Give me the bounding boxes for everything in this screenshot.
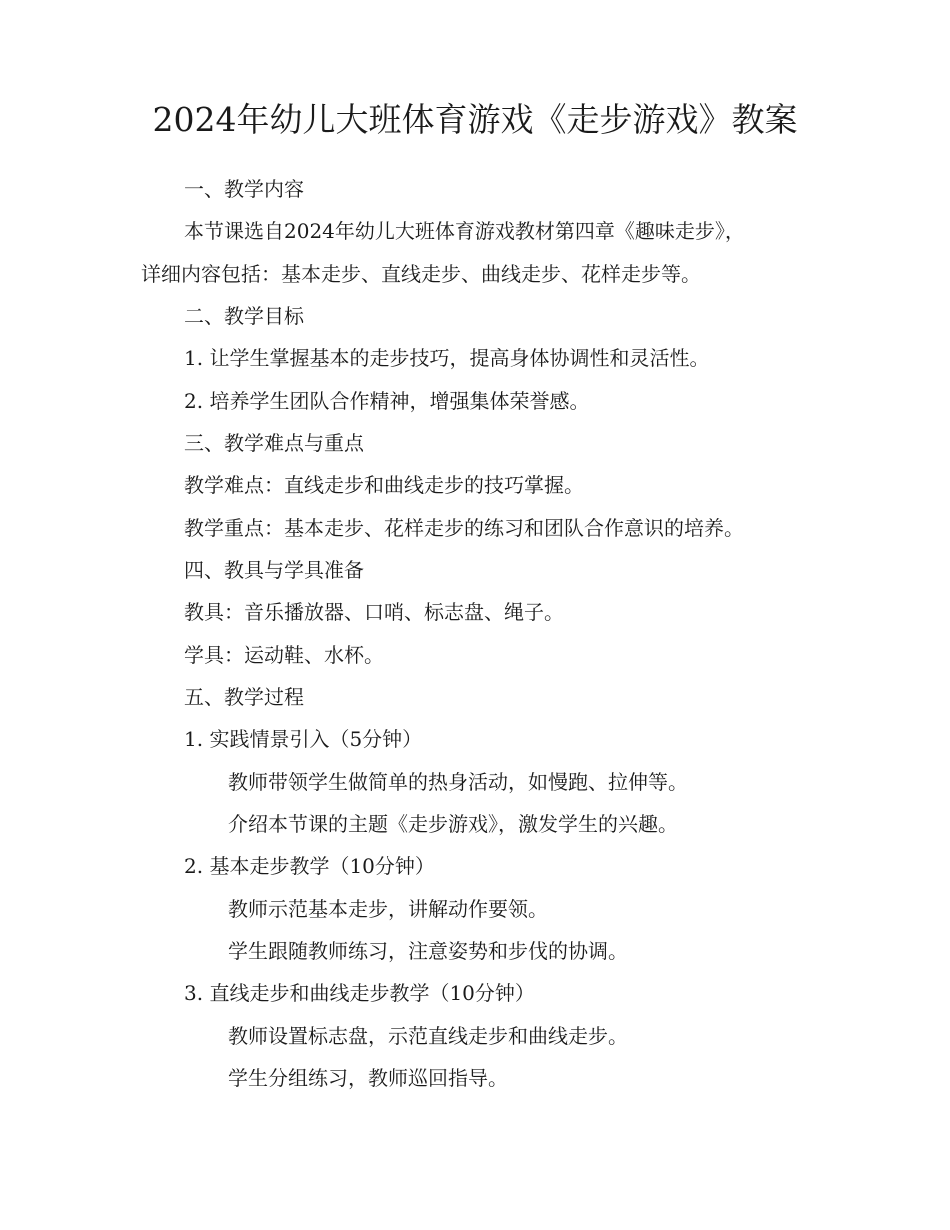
list-item: 1. 实践情景引入（5分钟）	[184, 727, 423, 751]
document-title: 2024年幼儿大班体育游戏《走步游戏》教案	[152, 100, 798, 139]
list-item: 3. 直线走步和曲线走步教学（10分钟）	[184, 981, 535, 1005]
paragraph-line: 教学重点：基本走步、花样走步的练习和团队合作意识的培养。	[184, 516, 744, 540]
paragraph-line: 学具：运动鞋、水杯。	[184, 643, 384, 667]
paragraph-line: 学生跟随教师练习，注意姿势和步伐的协调。	[228, 939, 628, 963]
paragraph-line: 教师示范基本走步，讲解动作要领。	[228, 897, 548, 921]
section-heading-difficulties: 三、教学难点与重点	[184, 431, 364, 455]
paragraph-line: 详细内容包括：基本走步、直线走步、曲线走步、花样走步等。	[141, 262, 701, 286]
section-heading-objectives: 二、教学目标	[184, 304, 304, 328]
paragraph-line: 介绍本节课的主题《走步游戏》，激发学生的兴趣。	[228, 812, 678, 836]
list-item: 2. 培养学生团队合作精神，增强集体荣誉感。	[184, 389, 590, 413]
paragraph-line: 本节课选自2024年幼儿大班体育游戏教材第四章《趣味走步》，	[184, 219, 745, 243]
paragraph-line: 学生分组练习，教师巡回指导。	[228, 1066, 508, 1090]
section-heading-process: 五、教学过程	[184, 685, 304, 709]
paragraph-line: 教具：音乐播放器、口哨、标志盘、绳子。	[184, 600, 564, 624]
paragraph-line: 教学难点：直线走步和曲线走步的技巧掌握。	[184, 473, 584, 497]
list-item: 2. 基本走步教学（10分钟）	[184, 854, 435, 878]
list-item: 1. 让学生掌握基本的走步技巧，提高身体协调性和灵活性。	[184, 346, 710, 370]
paragraph-line: 教师设置标志盘，示范直线走步和曲线走步。	[228, 1024, 628, 1048]
paragraph-line: 教师带领学生做简单的热身活动，如慢跑、拉伸等。	[228, 770, 688, 794]
section-heading-content: 一、教学内容	[184, 177, 304, 201]
section-heading-materials: 四、教具与学具准备	[184, 558, 364, 582]
